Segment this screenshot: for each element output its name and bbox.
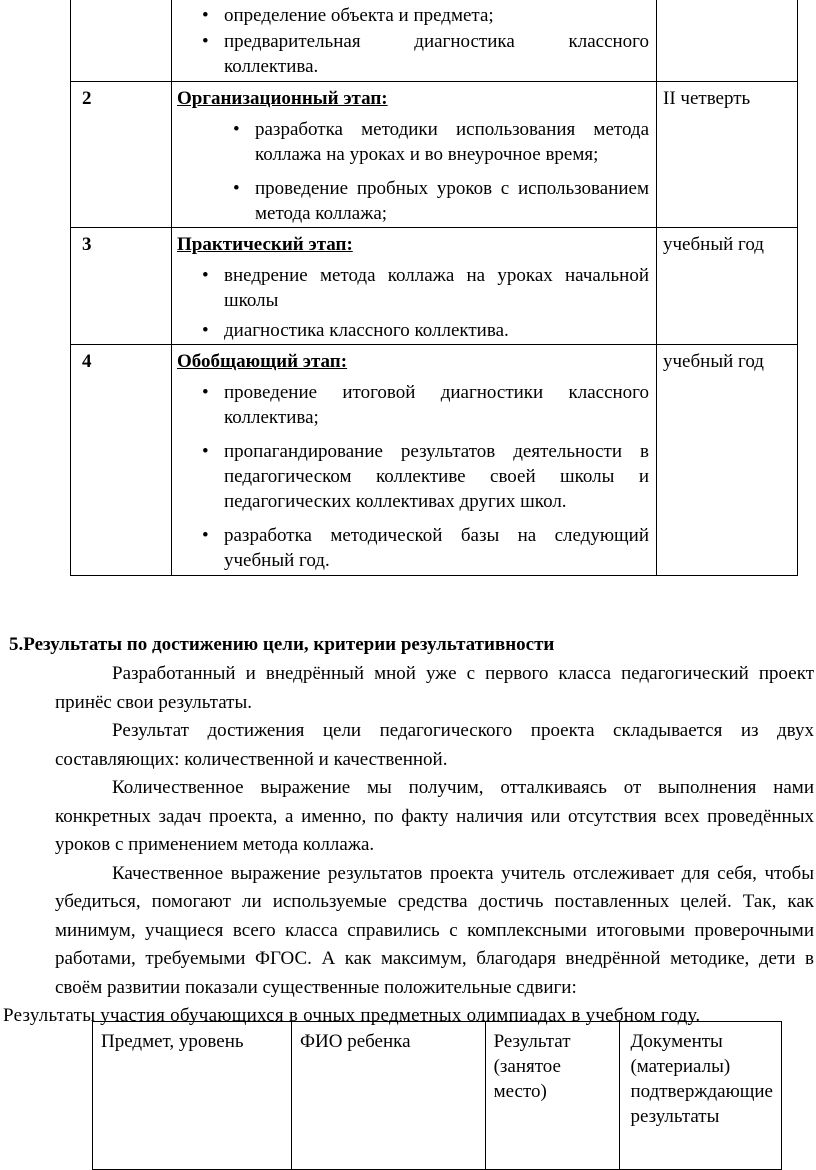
olympiad-caption: Результаты участия обучающихся в очных предметных олимпиадах в учебном году. <box>3 1005 701 1026</box>
paragraph: Разработанный и внедрённый мной уже с первого класса педагогический проект принёс свои результаты. <box>55 663 814 713</box>
paragraph: Результат достижения цели педагогического проекта складывается из двух составляющих: количественной и качественной. <box>55 720 814 770</box>
stage-cell <box>172 0 657 82</box>
term-cell: учебный год <box>657 345 798 576</box>
list-item: • предварительная диагностика классного коллектива. <box>224 29 649 79</box>
table-row <box>71 345 798 576</box>
table-row <box>71 0 798 82</box>
row-number-cell: 3 <box>71 228 172 345</box>
section-heading: 5.Результаты по достижению цели, критерии результативности <box>9 634 555 655</box>
stage-items <box>177 263 649 344</box>
term-cell <box>657 0 798 82</box>
paragraph: Количественное выражение мы получим, отталкиваясь от выполнения нами конкретных задач проекта, а именно, по факту наличия или отсутствия всех проведённых уроков с применением метода коллажа. <box>55 777 814 855</box>
row-number-cell <box>71 0 172 82</box>
stage-items <box>177 117 649 227</box>
list-item: • пропагандирование результатов деятельности в педагогическом коллективе своей школы и педагогических коллективах других школ. <box>224 439 649 514</box>
stage-title: Организационный этап: <box>177 88 388 109</box>
list-item: • внедрение метода коллажа на уроках начальной школы <box>224 263 649 313</box>
list-item: • диагностика классного коллектива. <box>224 318 649 343</box>
list-item: • разработка методической базы на следующий учебный год. <box>224 523 649 573</box>
row-number-cell: 4 <box>71 345 172 576</box>
column-header: Результат (занятое место) <box>485 1022 620 1170</box>
stage-cell <box>172 82 657 228</box>
stage-title: Практический этап: <box>177 234 353 255</box>
stage-items <box>177 380 649 575</box>
table-header-row <box>93 1022 782 1170</box>
stage-cell <box>172 345 657 576</box>
list-item: • определение объекта и предмета; <box>224 3 649 28</box>
column-header: ФИО ребенка <box>291 1022 485 1170</box>
stage-items <box>177 0 649 81</box>
table-row <box>71 82 798 228</box>
list-item: • разработка методики использования метода коллажа на уроках и во внеурочное время; <box>255 117 649 167</box>
row-number-cell: 2 <box>71 82 172 228</box>
list-item: • проведение итоговой диагностики классного коллектива; <box>224 380 649 430</box>
results-section <box>0 630 816 1031</box>
project-stages-table <box>70 0 798 576</box>
paragraph: Качественное выражение результатов проекта учитель отслеживает для себя, чтобы убедиться, помогают ли используемые средства достичь поставленных целей. Так, как минимум, учащиеся всего класса справились с комплексными итоговыми проверочными работами, требуемыми ФГОС. А как максимум, благодаря внедрённой методике, дети в своём развитии показали существенные положительные сдвиги: <box>55 862 814 998</box>
stage-title: Обобщающий этап: <box>177 351 348 372</box>
list-item: • проведение пробных уроков с использованием метода коллажа; <box>255 176 649 226</box>
table-row <box>71 228 798 345</box>
stage-cell <box>172 228 657 345</box>
column-header: Предмет, уровень <box>93 1022 292 1170</box>
term-cell: II четверть <box>657 82 798 228</box>
column-header: Документы (материалы) подтверждающие результаты <box>620 1022 782 1170</box>
olympiad-results-table <box>92 1021 782 1170</box>
term-cell: учебный год <box>657 228 798 345</box>
